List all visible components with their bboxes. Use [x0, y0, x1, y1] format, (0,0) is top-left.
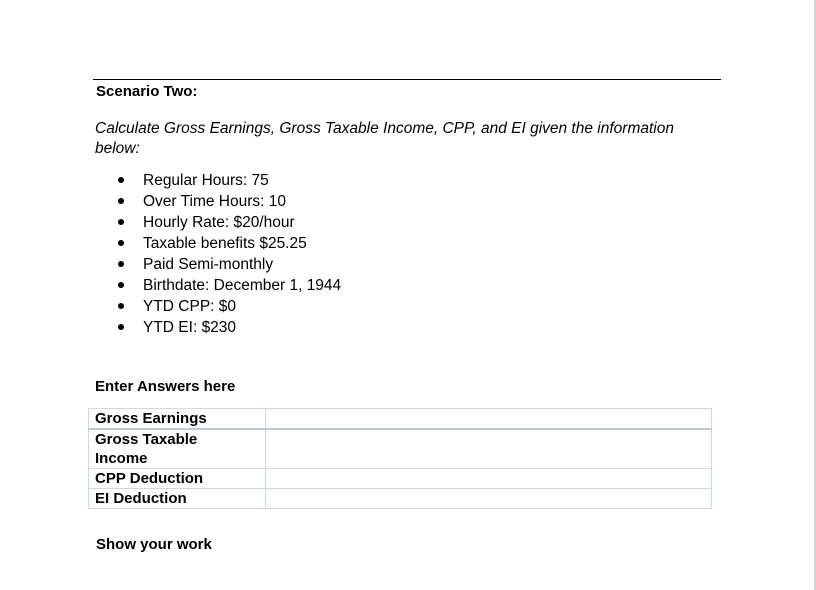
- list-item-text: YTD EI: $230: [143, 319, 237, 336]
- cpp-deduction-answer-cell[interactable]: [266, 469, 712, 489]
- bullet-icon: [118, 324, 124, 330]
- list-item: [115, 212, 341, 233]
- list-item: [115, 254, 341, 275]
- ei-deduction-answer-cell[interactable]: [266, 489, 712, 509]
- list-item-text: Birthdate: December 1, 1944: [143, 277, 342, 294]
- list-item: [115, 191, 341, 212]
- answers-heading: Enter Answers here: [95, 378, 236, 395]
- list-item-text: YTD CPP: $0: [143, 298, 237, 315]
- gross-taxable-income-label-text: Gross Taxable Income: [95, 431, 198, 467]
- answers-table: [88, 408, 712, 509]
- gross-taxable-income-label: [89, 429, 266, 469]
- cpp-deduction-label: CPP Deduction: [89, 469, 266, 489]
- list-item: [115, 170, 341, 191]
- table-row: [89, 489, 712, 509]
- list-item-text: Regular Hours: 75: [143, 172, 269, 189]
- section-divider: [93, 79, 721, 80]
- table-row: [89, 469, 712, 489]
- ei-deduction-label: EI Deduction: [89, 489, 266, 509]
- table-row: [89, 429, 712, 469]
- list-item: [115, 296, 341, 317]
- bullet-icon: [118, 219, 124, 225]
- list-item-text: Paid Semi-monthly: [143, 256, 274, 273]
- scenario-info-list: [115, 170, 341, 338]
- scenario-title: Scenario Two:: [96, 83, 198, 100]
- bullet-icon: [118, 303, 124, 309]
- list-item-text: Hourly Rate: $20/hour: [143, 214, 295, 231]
- list-item: [115, 275, 341, 296]
- list-item: [115, 317, 341, 338]
- gross-earnings-answer-cell[interactable]: [266, 409, 712, 430]
- bullet-icon: [118, 240, 124, 246]
- bullet-icon: [118, 261, 124, 267]
- list-item-text: Over Time Hours: 10: [143, 193, 286, 210]
- show-work-label: Show your work: [96, 536, 212, 553]
- bullet-icon: [118, 198, 124, 204]
- bullet-icon: [118, 177, 124, 183]
- table-row: [89, 409, 712, 430]
- bullet-icon: [118, 282, 124, 288]
- list-item-text: Taxable benefits $25.25: [143, 235, 307, 252]
- gross-earnings-label: Gross Earnings: [89, 409, 266, 430]
- gross-taxable-income-answer-cell[interactable]: [266, 429, 712, 469]
- list-item: [115, 233, 341, 254]
- instructions-text: Calculate Gross Earnings, Gross Taxable Income, CPP, and EI given the information below:: [95, 120, 674, 157]
